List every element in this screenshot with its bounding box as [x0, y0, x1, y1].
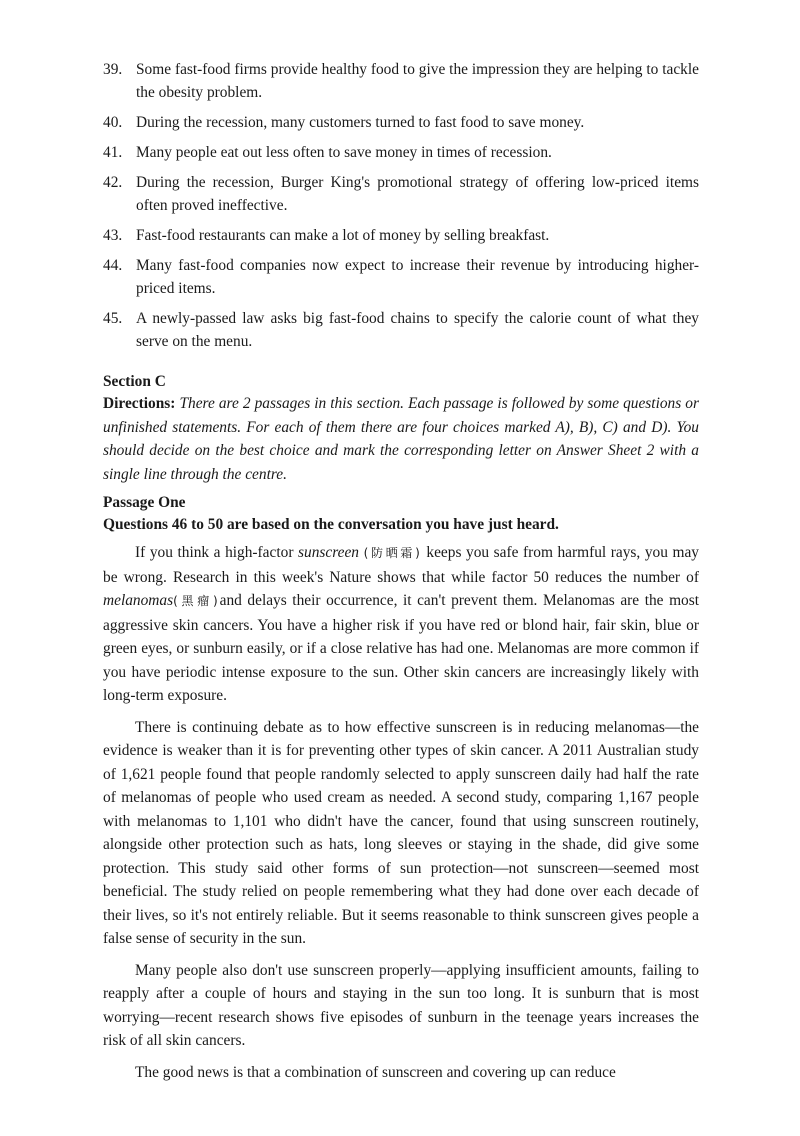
- term-sunscreen: sunscreen: [298, 544, 359, 561]
- question-text: Many people eat out less often to save money in times of recession.: [136, 144, 552, 161]
- gloss-sunscreen: (防晒霜): [363, 546, 422, 560]
- directions: [103, 392, 699, 486]
- passage-paragraph-1: [103, 541, 699, 708]
- passage-paragraph-2: There is continuing debate as to how effective sunscreen is in reducing melanomas—the evidence is weaker than it is for preventing other types of skin cancer. A 2011 Australian study of 1,621 people found that people randomly selected to apply sunscreen daily had half the rate of melanomas of people who used cream as needed. A second study, comparing 1,167 people with melanomas to 1,101 who didn't have the cancer, found that using sunscreen routinely, alongside other protection such as hats, long sleeves or staying in the shade, did give some protection. This study said other forms of sun protection—not sunscreen—seemed most beneficial. The study relied on people remembering what they had done over each decade of their lives, so it's not entirely reliable. But it seems reasonable to think sunscreen gives people a false sense of security in the sun.: [103, 718, 699, 947]
- directions-text: There are 2 passages in this section. Each passage is followed by some questions or unfinished statements. For each of them there are four choices marked A), B), C) and D). You should decide on the best choice and mark the corresponding letter on Answer Sheet 2 with a single line through the centre.: [103, 395, 699, 483]
- paragraph-text: and delays their occurrence, it can't prevent them. Melanomas are the most aggressive skin cancers. You have a higher risk if you have red or blond hair, fair skin, blue or green eyes, or sunburn easily, or if a close relative has had one. Melanomas are more common if you have periodic intense exposure to the sun. Other skin cancers are increasingly likely with long-term exposure.: [103, 592, 699, 704]
- section-title: Section C: [103, 373, 166, 390]
- question-text: Some fast-food firms provide healthy food to give the impression they are helping to tackle the obesity problem.: [136, 61, 699, 101]
- question-item-40: [103, 111, 699, 134]
- question-list: [103, 58, 699, 353]
- passage-title: Passage One: [103, 494, 186, 511]
- passage-paragraph-4: The good news is that a combination of sunscreen and covering up can reduce: [135, 1063, 616, 1081]
- question-item-43: [103, 224, 699, 247]
- gloss-melanomas: (黑瘤): [173, 594, 220, 608]
- passage-subtitle: Questions 46 to 50 are based on the conversation you have just heard.: [103, 516, 559, 533]
- question-text: During the recession, Burger King's promotional strategy of offering low-priced items often proved ineffective.: [136, 174, 699, 214]
- term-melanomas: melanomas: [103, 592, 174, 609]
- question-number: 42.: [103, 174, 123, 191]
- question-text: During the recession, many customers turned to fast food to save money.: [136, 114, 585, 131]
- question-text: A newly-passed law asks big fast-food chains to specify the calorie count of what they serve on the menu.: [136, 310, 699, 350]
- paragraph-text: keeps you safe from harmful rays, you may be wrong. Research in this week's Nature shows that while factor 50 reduces the number of: [103, 544, 699, 586]
- question-number: 41.: [103, 144, 123, 161]
- question-item-44: [103, 254, 699, 300]
- question-number: 44.: [103, 257, 123, 274]
- directions-label: Directions:: [103, 395, 176, 412]
- question-item-45: [103, 307, 699, 353]
- question-number: 39.: [103, 61, 123, 78]
- question-text: Fast-food restaurants can make a lot of money by selling breakfast.: [136, 227, 550, 244]
- question-number: 40.: [103, 114, 123, 131]
- paragraph-text: If you think a high-factor: [135, 544, 299, 561]
- question-item-42: [103, 171, 699, 217]
- question-text: Many fast-food companies now expect to increase their revenue by introducing higher-priced items.: [136, 257, 699, 297]
- passage-paragraph-3: Many people also don't use sunscreen properly—applying insufficient amounts, failing to reapply after a couple of hours and staying in the sun too long. It is sunburn that is most worrying—recent research shows five episodes of sunburn in the teenage years increases the risk of all skin cancers.: [103, 961, 699, 1049]
- question-number: 45.: [103, 310, 123, 327]
- question-number: 43.: [103, 227, 123, 244]
- question-item-39: [103, 58, 699, 104]
- question-item-41: [103, 141, 699, 164]
- document-page: [103, 58, 699, 1092]
